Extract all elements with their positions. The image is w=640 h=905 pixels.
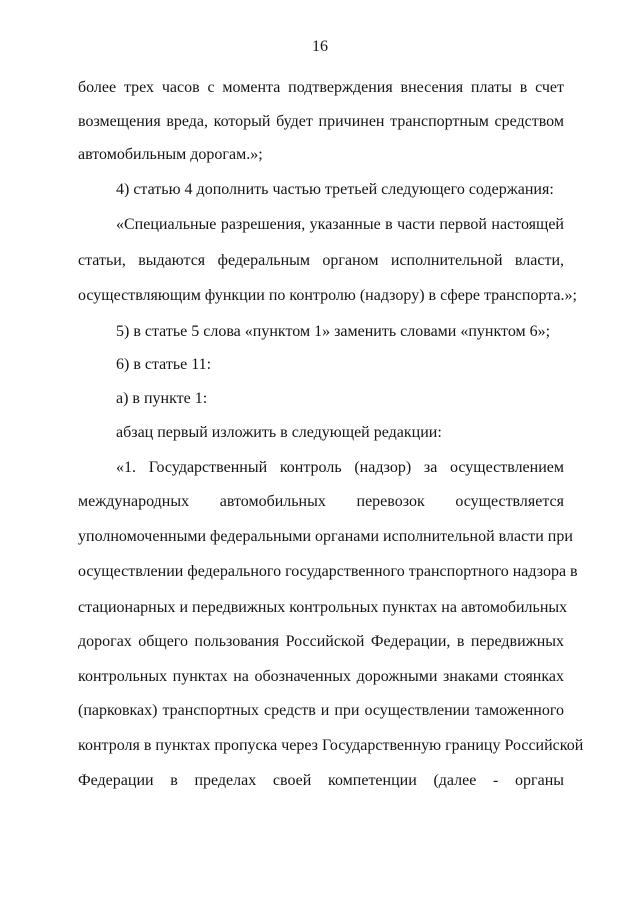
text-line: а) в пункте 1: xyxy=(116,390,208,407)
text-line: статьи, выдаются федеральным органом исполнительной власти, xyxy=(78,252,564,269)
text-line: автомобильным дорогам.»; xyxy=(78,146,263,163)
text-line: «1. Государственный контроль (надзор) за осуществлением xyxy=(116,459,564,476)
text-line: «Специальные разрешения, указанные в части первой настоящей xyxy=(116,216,564,233)
text-line: осуществлении федерального государственного транспортного надзора в xyxy=(78,563,578,580)
text-line: возмещения вреда, который будет причинен транспортным средством xyxy=(78,113,564,130)
text-line: стационарных и передвижных контрольных пунктах на автомобильных xyxy=(78,599,568,616)
text-line: международных автомобильных перевозок осуществляется xyxy=(78,493,564,510)
text-line: 6) в статье 11: xyxy=(116,356,212,373)
text-line: 4) статью 4 дополнить частью третьей следующего содержания: xyxy=(116,181,554,198)
text-line: более трех часов с момента подтверждения внесения платы в счет xyxy=(78,79,564,96)
text-line: осуществляющим функции по контролю (надзору) в сфере транспорта.»; xyxy=(78,287,577,304)
page-number: 16 xyxy=(312,38,328,55)
text-line: абзац первый изложить в следующей редакции: xyxy=(116,424,442,441)
text-line: контроля в пунктах пропуска через Государственную границу Российской xyxy=(78,737,584,754)
text-line: (парковках) транспортных средств и при осуществлении таможенного xyxy=(78,702,564,719)
text-line: уполномоченными федеральными органами исполнительной власти при xyxy=(78,528,573,545)
text-line: контрольных пунктах на обозначенных дорожными знаками стоянках xyxy=(78,668,564,685)
text-line: Федерации в пределах своей компетенции (далее - органы xyxy=(78,772,564,789)
text-line: дорогах общего пользования Российской Федерации, в передвижных xyxy=(78,633,564,650)
text-line: 5) в статье 5 слова «пунктом 1» заменить словами «пунктом 6»; xyxy=(116,323,551,340)
